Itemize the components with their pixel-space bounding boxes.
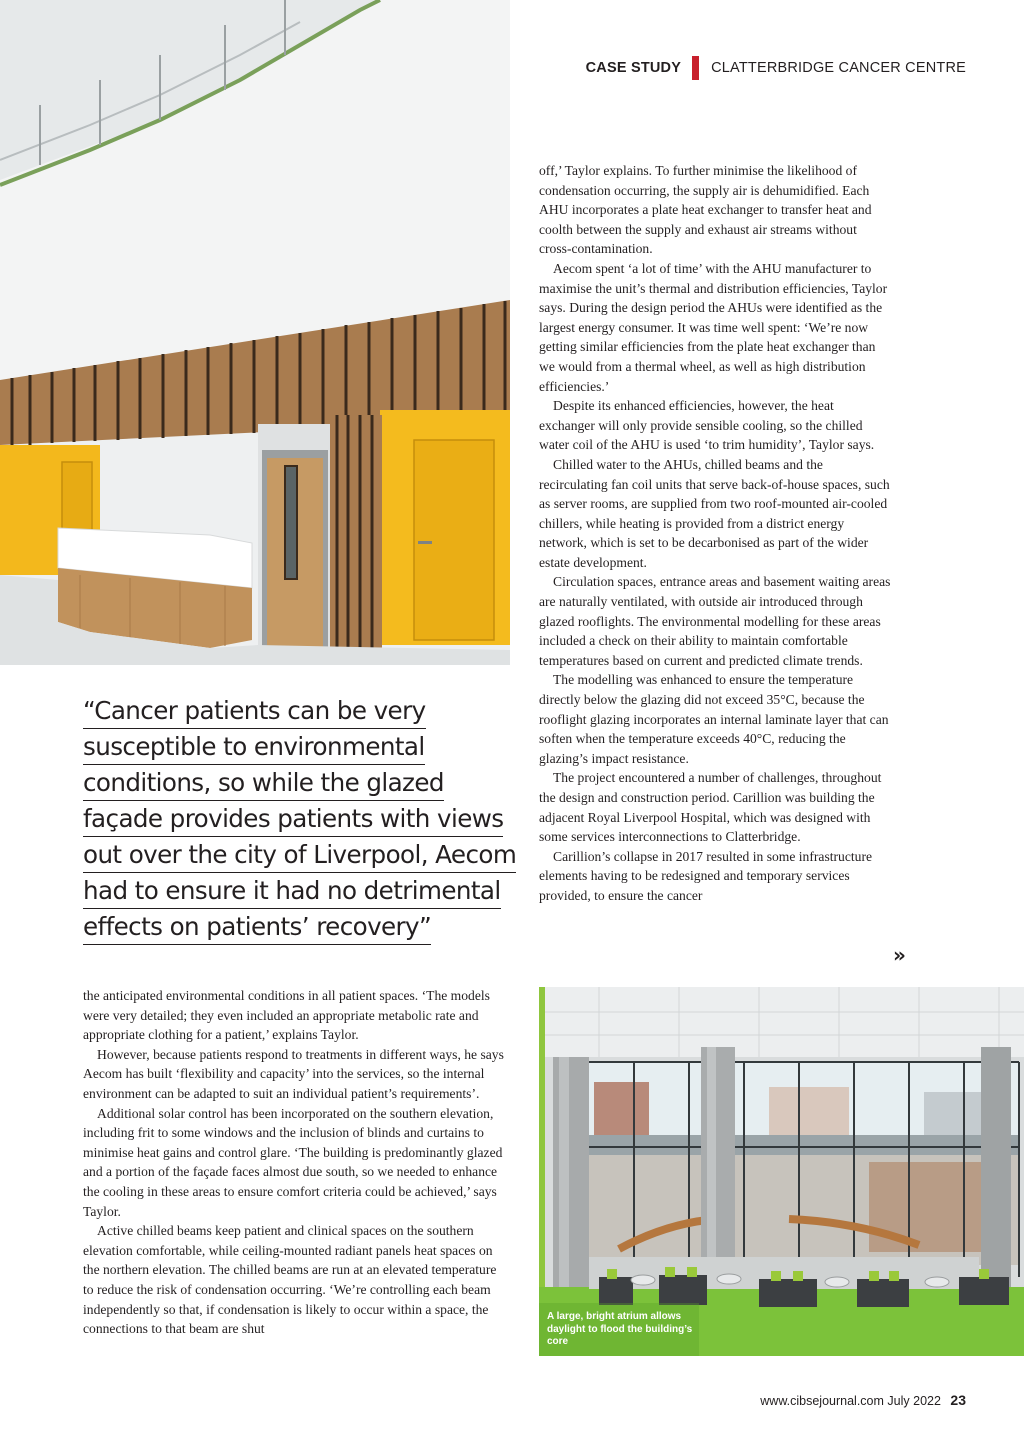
section-kicker: CASE STUDY bbox=[585, 60, 682, 76]
pull-quote-line: conditions, so while the glazed bbox=[83, 765, 444, 801]
body-paragraph: Additional solar control has been incorporated on the southern elevation, including frit to some windows and the inclusion of blinds and curtains to minimise heat gains and control glare. ‘The building is predominantly glazed and a portion of the façade faces almost due south, so we needed to enhance the cooling in these areas to ensure comfort criteria could be achieved,’ says Taylor. bbox=[83, 1105, 503, 1219]
pull-quote-line: façade provides patients with views bbox=[83, 801, 503, 837]
pull-quote-line: susceptible to environmental bbox=[83, 729, 425, 765]
article-title: CLATTERBRIDGE CANCER CENTRE bbox=[711, 60, 966, 76]
page-footer bbox=[760, 1392, 966, 1408]
body-paragraph: However, because patients respond to treatments in different ways, he says Aecom has built ‘flexibility and capacity’ into the services, so the internal environment can be adapted to suit an individual patient’s requirements’. bbox=[83, 1046, 504, 1101]
pull-quote bbox=[83, 693, 517, 945]
footer-url: www.cibsejournal.com bbox=[760, 1394, 884, 1408]
continue-arrow-icon: » bbox=[893, 943, 906, 967]
body-paragraph: off,’ Taylor explains. To further minimise the likelihood of condensation occurring, the supply air is dehumidified. Each AHU incorporates a plate heat exchanger to transfer heat and coolth between the supply and exhaust air streams without cross-contamination. bbox=[539, 163, 872, 257]
pull-quote-line: “Cancer patients can be very bbox=[83, 693, 426, 729]
pull-quote-line: had to ensure it had no detrimental bbox=[83, 873, 501, 909]
pull-quote-line: effects on patients’ recovery” bbox=[83, 909, 431, 945]
page-number: 23 bbox=[950, 1392, 966, 1408]
body-column-right bbox=[539, 161, 891, 906]
body-paragraph: Carillion’s collapse in 2017 resulted in some infrastructure elements having to be redesigned and temporary services provided, to ensure the cancer bbox=[539, 848, 873, 903]
body-paragraph: The modelling was enhanced to ensure the temperature directly below the glazing did not exceed 35°C, because the rooflight glazing incorporates an internal laminate layer that can soften when the temperature exceeds 40°C, reducing the glazing’s impact resistance. bbox=[539, 672, 889, 766]
reception-photo bbox=[0, 0, 510, 665]
body-paragraph: Active chilled beams keep patient and clinical spaces on the southern elevation comfortable, while ceiling-mounted radiant panels heat spaces on the northern elevation. The chilled beams are run at an elevated temperature to reduce the risk of condensation occurring. ‘We’re controlling each beam independently so that, if condensation is likely to occur within a space, the connections to that beam are shut bbox=[83, 1223, 497, 1337]
body-paragraph: Chilled water to the AHUs, chilled beams and the recirculating fan coil units that serve back-of-house spaces, such as server rooms, are supplied from two roof-mounted air-cooled chillers, while heating is provided from a district energy network, which is set to be decarbonised as part of the wider estate development. bbox=[539, 456, 890, 570]
pull-quote-line: out over the city of Liverpool, Aecom bbox=[83, 837, 516, 873]
atrium-photo bbox=[539, 987, 1024, 1356]
header-accent-bar bbox=[692, 56, 699, 80]
body-paragraph: Aecom spent ‘a lot of time’ with the AHU manufacturer to maximise the unit’s thermal and distribution efficiencies, Taylor says. During the design period the AHUs were identified as the largest energy consumer. It was time well spent: ‘We’re now getting similar efficiencies from the plate heat exchanger than we would from a thermal wheel, as well as high distribution efficiencies.’ bbox=[539, 260, 888, 394]
body-paragraph: the anticipated environmental conditions in all patient spaces. ‘The models were very detailed; they even included an appropriate metabolic rate and appropriate clothing for a patient,’ explains Taylor. bbox=[83, 988, 490, 1043]
footer-issue: July 2022 bbox=[887, 1394, 941, 1408]
photo-caption: A large, bright atrium allows daylight to flood the building’s core bbox=[547, 1311, 693, 1347]
body-paragraph: Circulation spaces, entrance areas and basement waiting areas are naturally ventilated, with outside air introduced through glazed rooflights. The environmental modelling for these areas included a check on their ability to maintain comfortable temperatures based on current and predicted climate trends. bbox=[539, 574, 891, 668]
body-paragraph: The project encountered a number of challenges, throughout the design and construction period. Carillion was building the adjacent Royal Liverpool Hospital, which was designed with some services interconnections to Clatterbridge. bbox=[539, 770, 882, 845]
body-paragraph: Despite its enhanced efficiencies, however, the heat exchanger will only provide sensible cooling, so the chilled water coil of the AHU is used ‘to trim humidity’, Taylor says. bbox=[539, 398, 875, 453]
running-header bbox=[586, 56, 966, 80]
body-column-left bbox=[83, 986, 508, 1339]
